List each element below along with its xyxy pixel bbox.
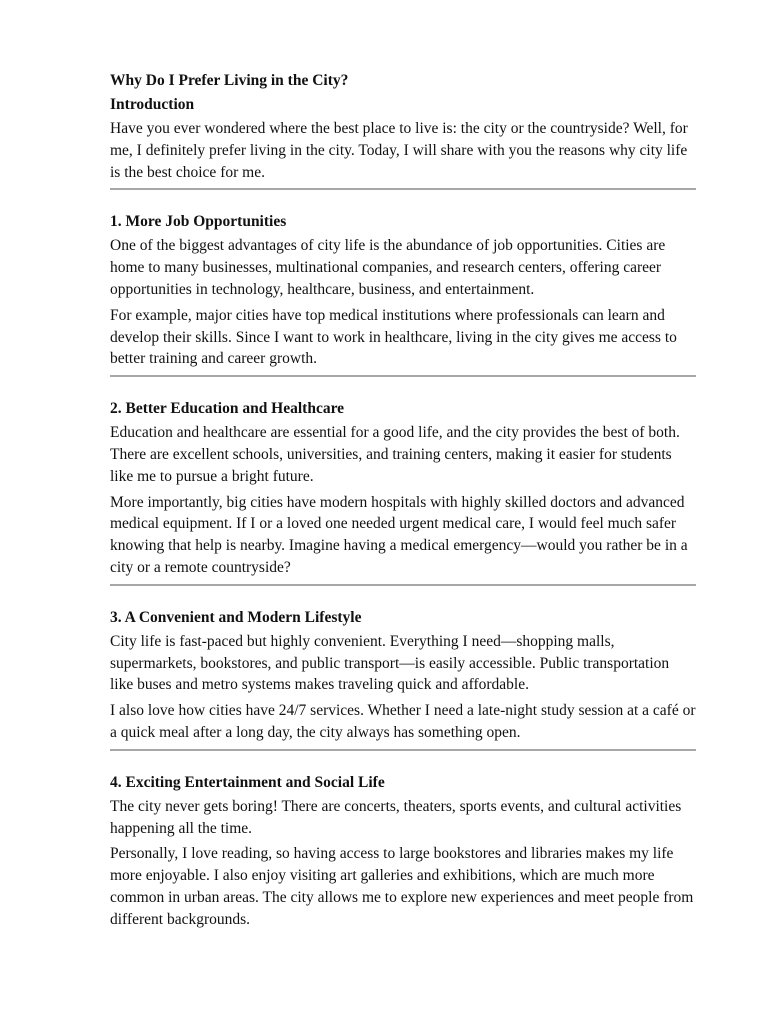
section-paragraph: Have you ever wondered where the best place to live is: the city or the countryside? Well, for me, I definitely prefer living in the city. Today, I will share with you the reasons why city life is the best choice for me. [110,120,688,181]
section-divider [110,188,696,190]
section-heading: Introduction [110,96,195,113]
section-divider [110,375,696,377]
section-modern-lifestyle [110,608,696,744]
section-heading: 1. More Job Opportunities [110,213,287,231]
section-paragraph: Personally, I love reading, so having access to large bookstores and libraries makes my life more enjoyable. I also enjoy visiting art galleries and exhibitions, which are much more common in urban areas. The city allows me to explore new experiences and meet people from different backgrounds. [110,845,694,928]
section-heading: 4. Exciting Entertainment and Social Life [110,773,385,791]
document-page [110,71,696,935]
section-paragraph: The city never gets boring! There are concerts, theaters, sports events, and cultural activities happening all the time. [110,797,682,837]
section-paragraph: City life is fast-paced but highly convenient. Everything I need—shopping malls, supermarkets, bookstores, and public transport—is easily accessible. Public transportation like buses and metro systems makes traveling quick and affordable. [110,632,670,694]
section-entertainment-social [110,773,696,931]
section-education-healthcare [110,399,696,579]
section-heading: 3. A Convenient and Modern Lifestyle [110,608,362,626]
section-paragraph: For example, major cities have top medical institutions where professionals can learn and develop their skills. Since I want to work in healthcare, living in the city gives me access to better training and career growth. [110,306,677,368]
section-heading: 2. Better Education and Healthcare [110,400,345,418]
section-paragraph: I also love how cities have 24/7 services. Whether I need a late-night study session at a café or a quick meal after a long day, the city always has something open. [110,702,696,741]
document-title: Why Do I Prefer Living in the City? [110,72,349,89]
section-divider [110,749,696,751]
section-paragraph: Education and healthcare are essential for a good life, and the city provides the best of both. There are excellent schools, universities, and training centers, making it easier for students like me to pursue a bright future. [110,424,680,485]
section-divider [110,584,696,586]
section-job-opportunities [110,212,696,370]
section-paragraph: More importantly, big cities have modern hospitals with highly skilled doctors and advanced medical equipment. If I or a loved one needed urgent medical care, I would feel much safer knowing that help is nearby. Imagine having a medical emergency—would you rather be in a city or a remote countryside? [110,493,688,576]
section-paragraph: One of the biggest advantages of city life is the abundance of job opportunities. Cities are home to many businesses, multinational companies, and research centers, offering career opportunities in technology, healthcare, business, and entertainment. [110,237,666,298]
section-introduction [110,95,696,183]
